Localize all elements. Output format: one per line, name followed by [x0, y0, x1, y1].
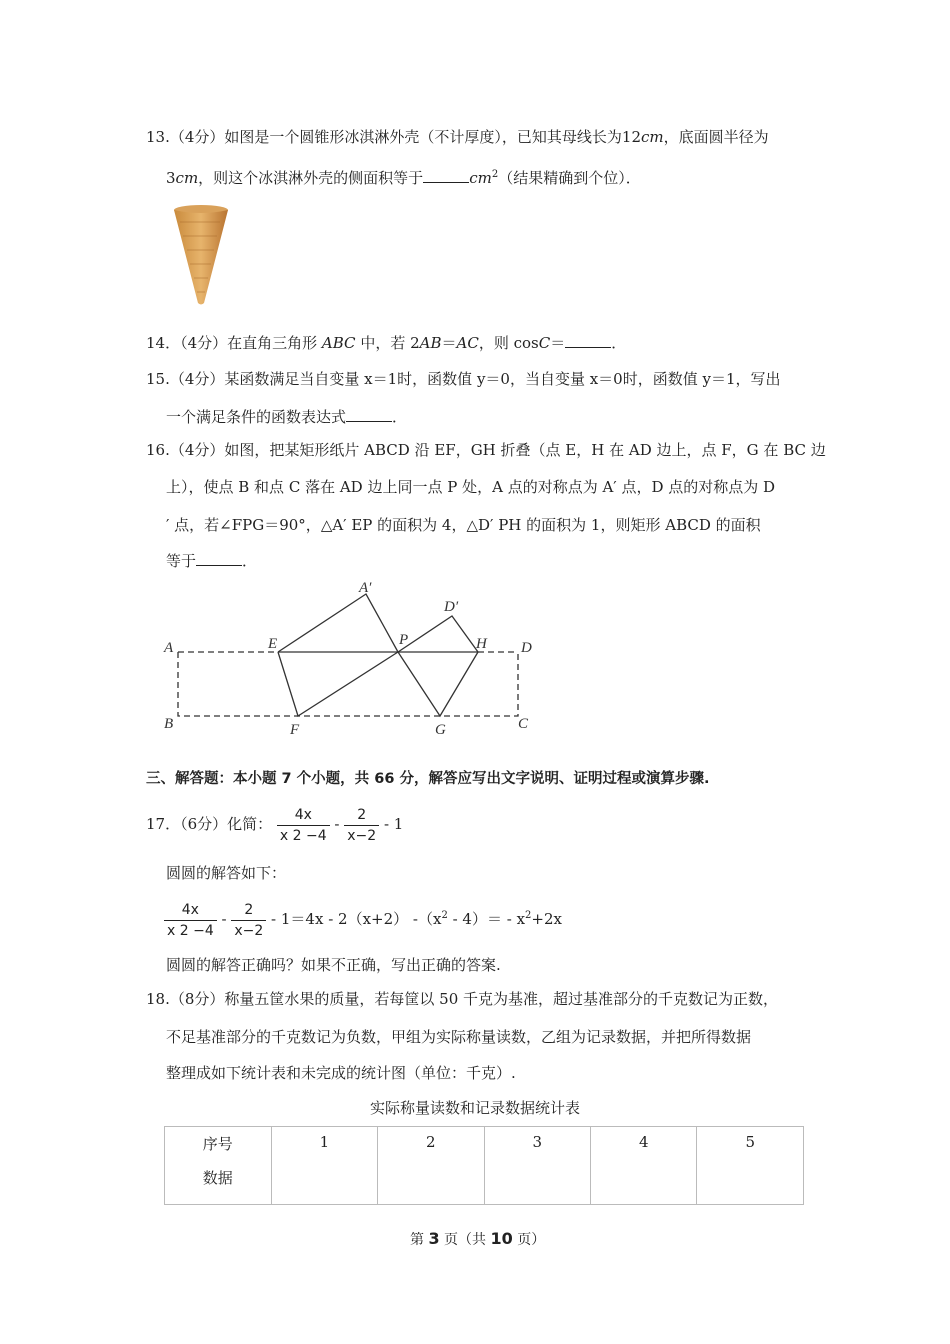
q14-line: 14．（4分）在直角三角形 ABC 中，若 2AB＝AC，则 cosC＝ ．: [146, 334, 627, 352]
fraction-4x-over-x2-4: $\frac{4x}{x 2 -4}$: [164, 900, 217, 941]
page-footer: 第 3 页（共 10 页）: [410, 1229, 546, 1248]
q16-line2: 上），使点 B 和点 C 落在 AD 边上同一点 P 处，A 点的对称点为 A′ 点，D 点的对称点为 D: [166, 478, 776, 496]
table-cell-header: 序号 数据: [165, 1127, 272, 1205]
fraction-4x-over-x2-4: $\frac{4x}{x 2 -4}$: [277, 805, 330, 846]
q15-line2: 一个满足条件的函数表达式 ．: [166, 408, 408, 426]
label-E: E: [268, 636, 278, 652]
q13-line1: 13.（4分）如图是一个圆锥形冰淇淋外壳（不计厚度），已知其母线长为12cm，底面圆半径为: [146, 128, 769, 146]
section-heading: 三、解答题：本小题 7 个小题，共 66 分，解答应写出文字说明、证明过程或演算步骤.: [146, 771, 710, 787]
label-B: B: [164, 716, 174, 732]
table-cell: 2: [378, 1127, 484, 1205]
table-title: 实际称量读数和记录数据统计表: [370, 1099, 581, 1117]
fold-ef: [278, 652, 398, 716]
label-A: A: [164, 640, 174, 656]
q16-line1: 16.（4分）如图，把某矩形纸片 ABCD 沿 EF，GH 折叠（点 E，H 在 AD 边上，点 F，G 在 BC 边: [146, 441, 826, 459]
q18-line2: 不足基准部分的千克数记为负数，甲组为实际称量读数，乙组为记录数据，并把所得数据: [166, 1028, 752, 1046]
answer-blank: [565, 333, 611, 348]
q17-line: 17．（6分）化简： $\frac{4x}{x 2 -4}$ - $\frac{2}{x-2}$ - 1: [146, 806, 404, 844]
label-F: F: [290, 722, 300, 738]
triangle-a-prime: [278, 594, 398, 652]
table-cell: 3: [484, 1127, 590, 1205]
q15-line1: 15.（4分）某函数满足当自变量 x＝1时，函数值 y＝0，当自变量 x＝0时，函数值 y＝1，写出: [146, 370, 781, 388]
q13-line2: 3cm，则这个冰淇淋外壳的侧面积等于 $cm^2$（结果精确到个位）．: [166, 169, 641, 187]
label-G: G: [435, 722, 446, 738]
q17-answer-line: $\frac{4x}{x 2 -4}$ - $\frac{2}{x-2}$ - 1＝4x - 2（x+2） $-(x^2 - 4)= - x^2+2x$: [164, 894, 562, 941]
ice-cream-cone-image: [170, 202, 232, 308]
answer-blank: [423, 168, 469, 183]
folded-rectangle-figure: [158, 576, 542, 742]
triangle-d-prime: [398, 616, 478, 652]
answer-blank: [196, 551, 242, 566]
q16-line4: 等于 ．: [166, 552, 258, 570]
label-P: P: [399, 632, 409, 648]
q17-answer-intro: 圆圆的解答如下：: [166, 864, 287, 882]
label-D: D: [521, 640, 532, 656]
fraction-2-over-x-2: $\frac{2}{x-2}$: [231, 900, 266, 941]
q17-question: 圆圆的解答正确吗？如果不正确，写出正确的答案.: [166, 956, 501, 974]
table-cell: 5: [697, 1127, 804, 1205]
table-cell: 4: [591, 1127, 697, 1205]
label-A-prime: A′: [359, 580, 372, 596]
q18-line3: 整理成如下统计表和未完成的统计图（单位：千克）.: [166, 1064, 516, 1082]
label-C: C: [518, 716, 529, 732]
table-cell: 1: [271, 1127, 377, 1205]
label-D-prime: D′: [444, 599, 459, 615]
table-row: [165, 1127, 804, 1205]
fold-gh: [398, 652, 478, 716]
fraction-2-over-x-2: $\frac{2}{x-2}$: [344, 805, 379, 846]
q16-line3: ′ 点，若∠FPG＝90°，△A′ EP 的面积为 4，△D′ PH 的面积为 1，则矩形 ABCD 的面积: [166, 516, 761, 534]
label-H: H: [476, 636, 487, 652]
answer-blank: [346, 407, 392, 422]
q18-line1: 18.（8分）称量五筐水果的质量，若每筐以 50 千克为基准，超过基准部分的千克数记为正数，: [146, 990, 779, 1008]
statistics-table: [164, 1126, 804, 1205]
